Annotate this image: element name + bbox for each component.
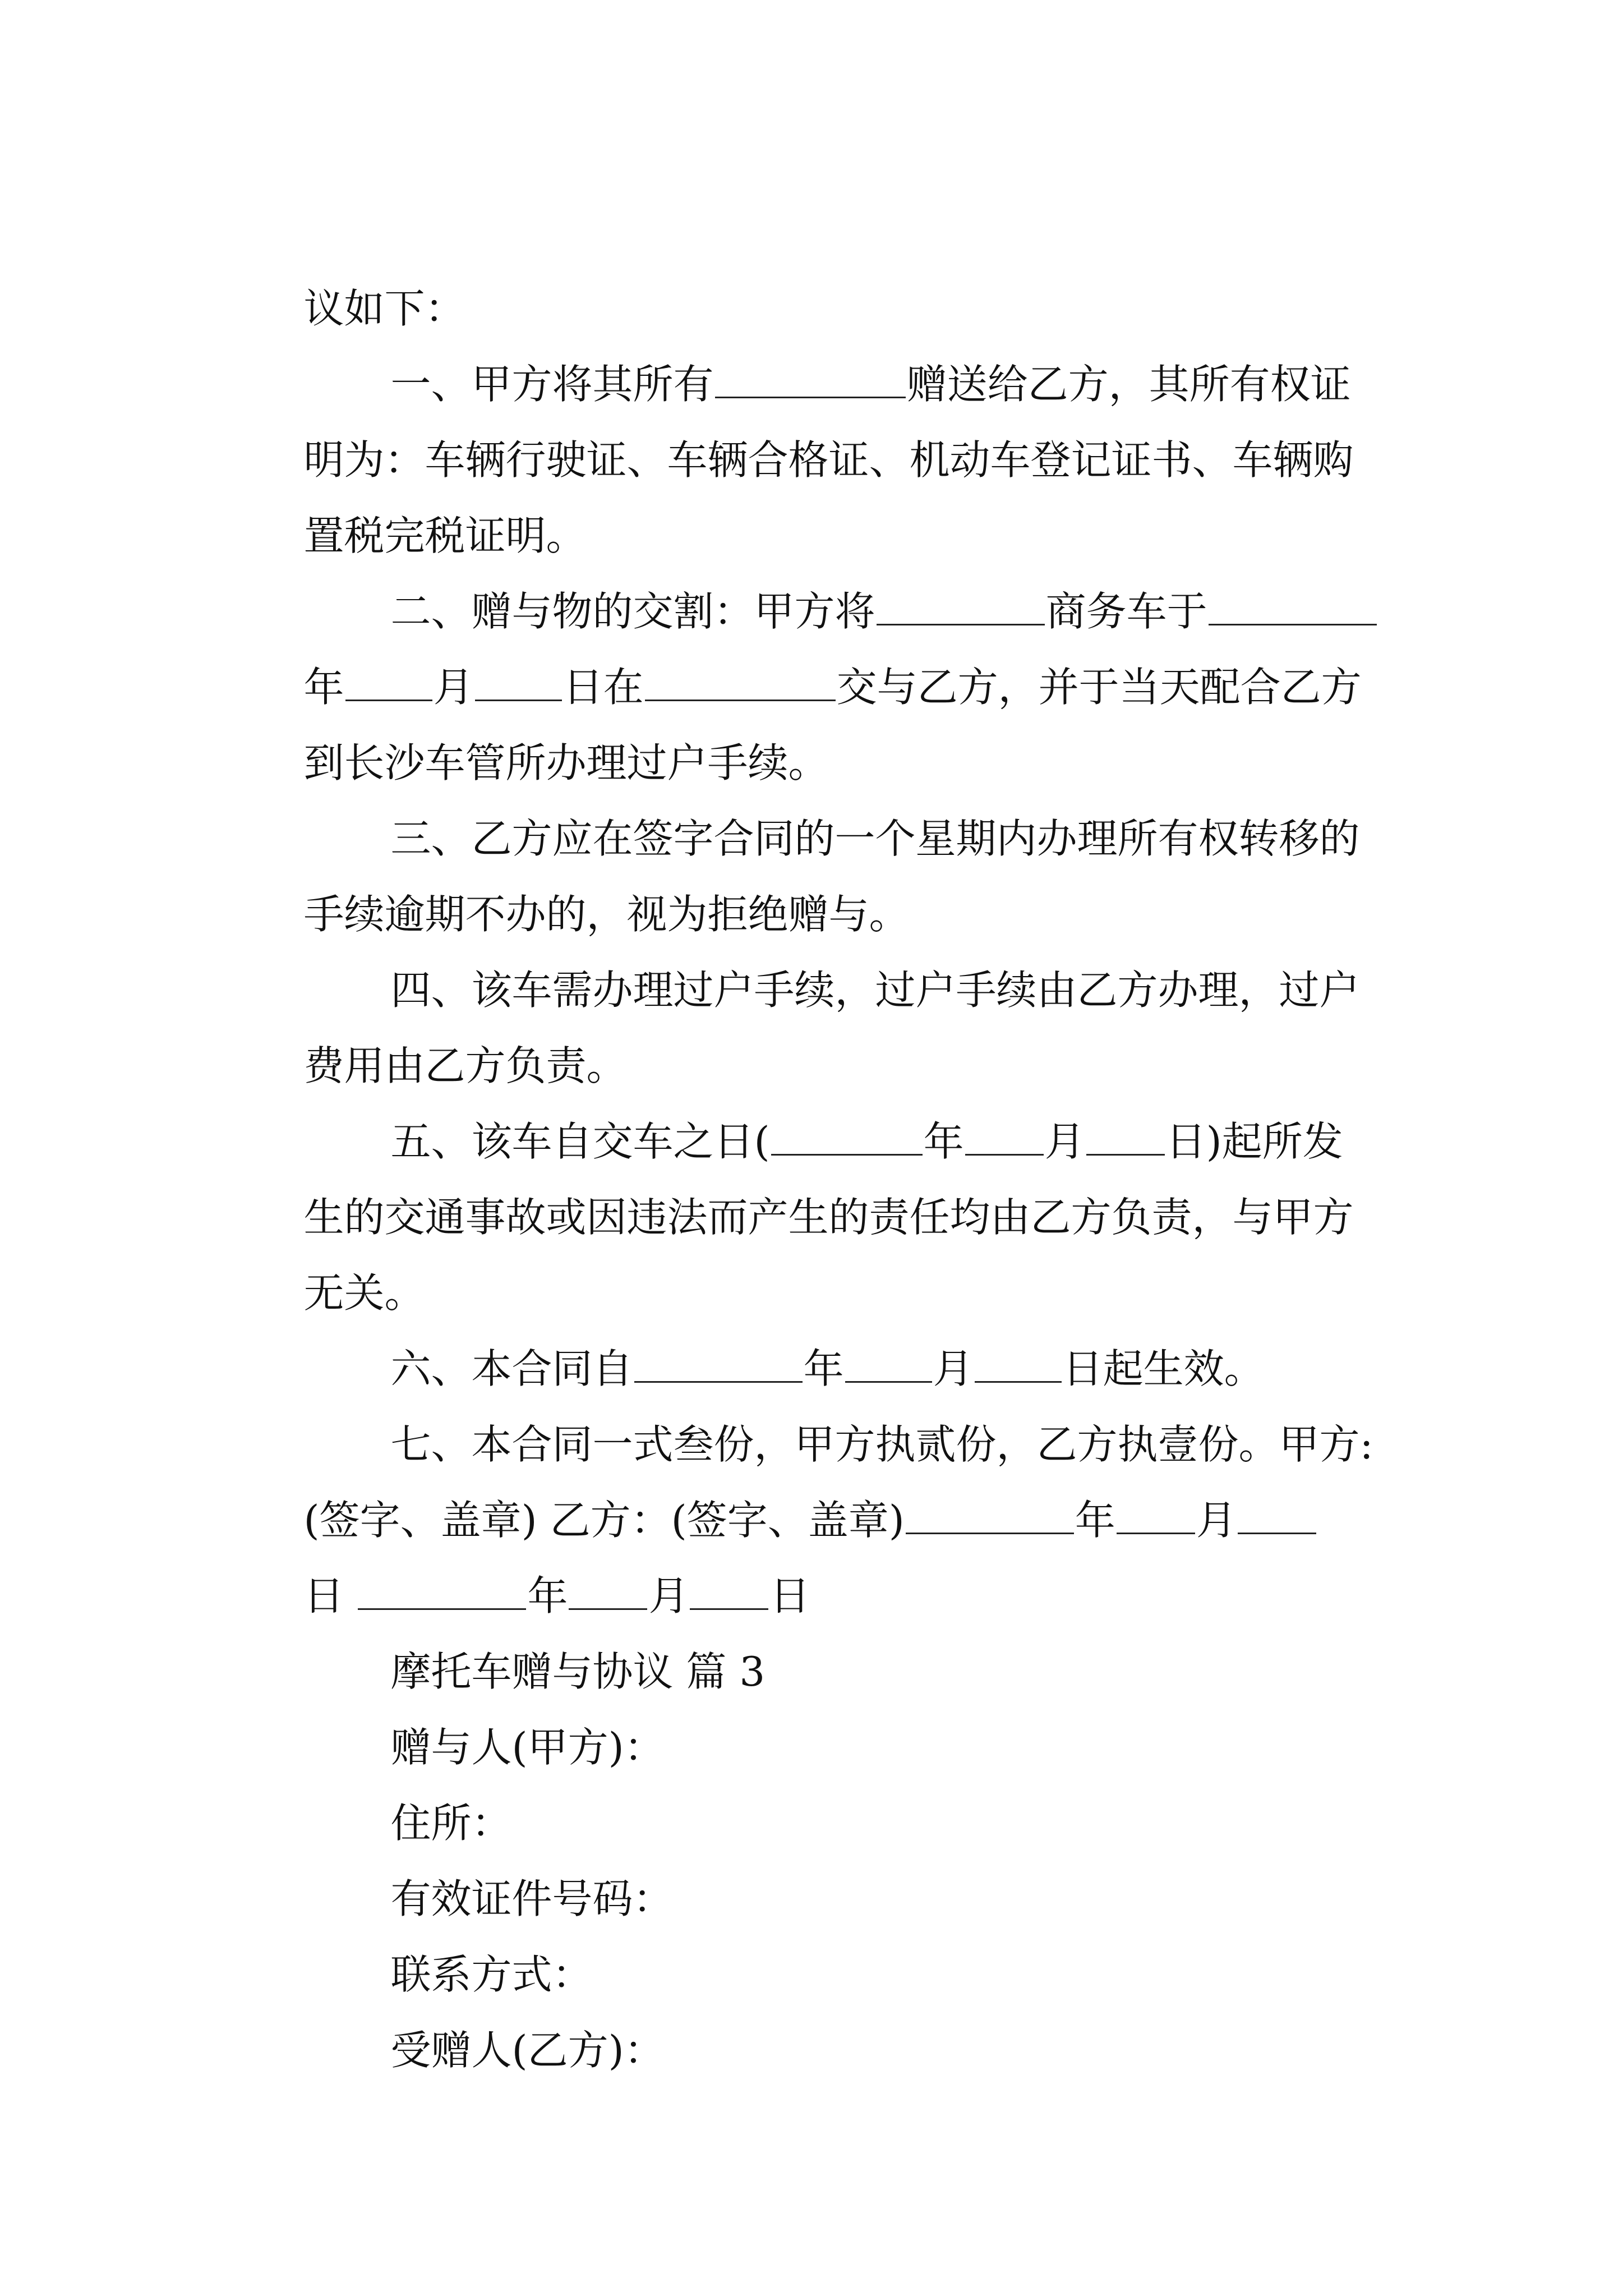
- text-segment: 有效证件号码：: [390, 1875, 674, 1922]
- text-line: [339, 898, 1360, 1014]
- text-segment: 六、本合同自: [390, 1345, 633, 1392]
- text-segment: 一、甲方将其所有: [390, 361, 714, 408]
- text-segment: 交与乙方，并于当天配合乙方: [836, 664, 1362, 711]
- text-segment: 赠与人(甲方)：: [390, 1724, 665, 1771]
- fill-in-blank: [1238, 1496, 1316, 1534]
- text-line: [252, 973, 627, 1089]
- text-line: [339, 1655, 665, 1771]
- text-line: [252, 1428, 1317, 1544]
- text-line: [252, 1200, 425, 1317]
- text-segment: 月: [433, 664, 474, 711]
- text-segment: 无关。: [303, 1269, 425, 1317]
- text-segment: 生的交通事故或因违法而产生的责任均由乙方负责，与甲方: [303, 1194, 1354, 1241]
- text-segment: 日: [769, 1572, 810, 1619]
- text-segment: 月: [1044, 1118, 1085, 1165]
- text-line: [252, 216, 465, 332]
- fill-in-blank: [1117, 1496, 1195, 1534]
- text-line: [252, 822, 910, 938]
- text-segment: 赠送给乙方，其所有权证: [906, 361, 1351, 408]
- text-segment: (签字、盖章) 乙方：(签字、盖章): [303, 1497, 905, 1544]
- text-segment: 议如下：: [303, 285, 465, 332]
- text-segment: 年: [1075, 1497, 1115, 1544]
- text-segment: 年: [527, 1572, 568, 1619]
- text-segment: 年: [303, 664, 344, 711]
- text-line: [339, 1882, 593, 1998]
- text-segment: 手续逾期不办的，视为拒绝赠与。: [303, 891, 910, 938]
- text-segment: 日)起所发: [1165, 1118, 1343, 1165]
- text-segment: 年: [803, 1345, 844, 1392]
- text-line: [252, 595, 1362, 711]
- text-segment: 月: [933, 1345, 974, 1392]
- text-line: [252, 1503, 810, 1619]
- text-segment: 置税完税证明。: [303, 512, 587, 559]
- text-line: [339, 1352, 1373, 1468]
- text-line: [252, 367, 1354, 484]
- text-line: [252, 1125, 1354, 1241]
- text-segment: 二、赠与物的交割：甲方将: [390, 588, 875, 635]
- text-line: [252, 670, 829, 786]
- text-segment: 商务车于: [1045, 588, 1207, 635]
- text-segment: 受赠人(乙方)：: [390, 2027, 665, 2074]
- text-line: [339, 292, 1351, 408]
- text-segment: 明为：车辆行驶证、车辆合格证、机动车登记证书、车辆购: [303, 436, 1354, 484]
- fill-in-blank: [906, 1496, 1074, 1534]
- text-segment: 月: [1196, 1497, 1237, 1544]
- text-segment: 三、乙方应在签字合同的一个星期内办理所有权转移的: [390, 815, 1360, 862]
- text-segment: 摩托车赠与协议 篇 3: [390, 1648, 766, 1695]
- text-segment: 住所：: [390, 1800, 512, 1847]
- text-line: [339, 1958, 665, 2074]
- text-segment: 五、该车自交车之日(: [390, 1118, 770, 1165]
- text-line: [252, 443, 587, 559]
- text-segment: 日在: [562, 664, 644, 711]
- text-segment: 到长沙车管所办理过户手续。: [303, 739, 829, 786]
- text-segment: 年: [923, 1118, 964, 1165]
- text-line: [339, 1731, 512, 1847]
- section-heading: [339, 1579, 766, 1695]
- text-segment: 七、本合同一式叁份，甲方执贰份，乙方执壹份。甲方:: [390, 1421, 1373, 1468]
- text-line: [339, 746, 1360, 862]
- text-segment: 联系方式：: [390, 1951, 593, 1998]
- text-line: [339, 519, 1378, 635]
- text-segment: 费用由乙方负责。: [303, 1042, 627, 1089]
- text-segment: 四、该车需办理过户手续，过户手续由乙方办理，过户: [390, 967, 1360, 1014]
- text-line: [339, 1806, 674, 1922]
- text-line: [339, 1049, 1343, 1165]
- text-line: [339, 1276, 1265, 1392]
- text-segment: 日: [303, 1572, 357, 1619]
- text-segment: 日起生效。: [1062, 1345, 1265, 1392]
- text-segment: 月: [648, 1572, 689, 1619]
